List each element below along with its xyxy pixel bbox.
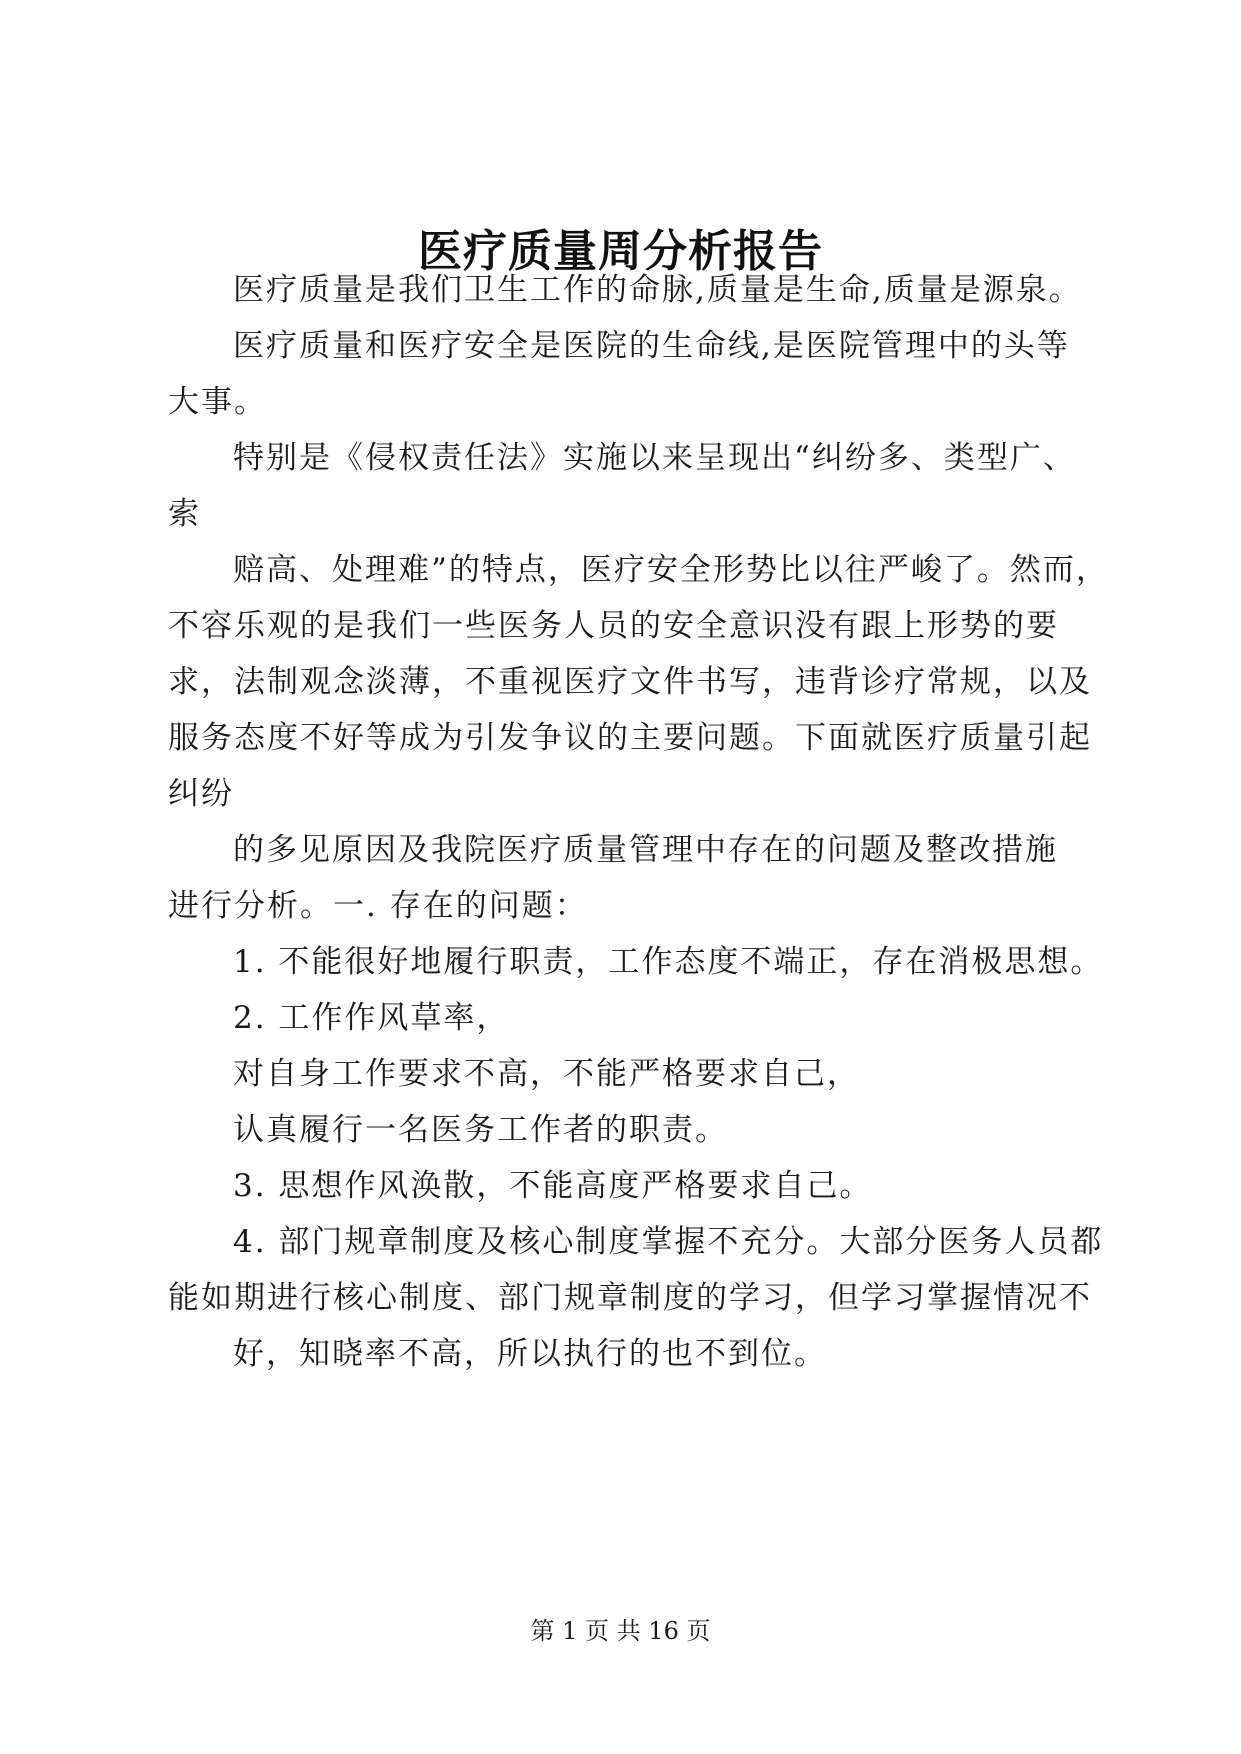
paragraph-line: 纠纷: [168, 776, 234, 812]
paragraph-line: 不容乐观的是我们一些医务人员的安全意识没有跟上形势的要: [168, 608, 1059, 644]
paragraph-line: 的多见原因及我院医疗质量管理中存在的问题及整改措施: [233, 832, 1058, 868]
list-item-4: 4. 部门规章制度及核心制度掌握不充分。大部分医务人员都: [233, 1224, 1104, 1260]
page-number-footer: 第 1 页 共 16 页: [530, 1617, 711, 1645]
paragraph-line: 医疗质量和医疗安全是医院的生命线,是医院管理中的头等: [233, 328, 1070, 364]
document-title: 医疗质量周分析报告: [418, 226, 823, 277]
paragraph-line: 能如期进行核心制度、部门规章制度的学习，但学习掌握情况不: [168, 1280, 1092, 1316]
list-item-1: 1. 不能很好地履行职责，工作态度不端正，存在消极思想。: [233, 944, 1104, 980]
paragraph-line: 求，法制观念淡薄，不重视医疗文件书写，违背诊疗常规，以及: [168, 664, 1092, 700]
paragraph-line: 对自身工作要求不高，不能严格要求自己，: [233, 1056, 860, 1092]
paragraph-line: 赔高、处理难”的特点，医疗安全形势比以往严峻了。然而，: [233, 552, 1109, 588]
paragraph-line: 医疗质量是我们卫生工作的命脉,质量是生命,质量是源泉。: [233, 272, 1082, 308]
paragraph-line: 大事。: [168, 384, 267, 420]
list-item-3: 3. 思想作风涣散，不能高度严格要求自己。: [233, 1168, 873, 1204]
paragraph-line: 认真履行一名医务工作者的职责。: [233, 1112, 728, 1148]
paragraph-line: 索: [168, 496, 201, 532]
paragraph-line: 服务态度不好等成为引发争议的主要问题。下面就医疗质量引起: [168, 720, 1092, 756]
list-item-2: 2. 工作作风草率，: [233, 1000, 510, 1036]
paragraph-line: 特别是《侵权责任法》实施以来呈现出“纠纷多、类型广、: [233, 440, 1076, 476]
paragraph-line: 好，知晓率不高，所以执行的也不到位。: [233, 1336, 827, 1372]
paragraph-line: 进行分析。一. 存在的问题：: [168, 888, 588, 924]
